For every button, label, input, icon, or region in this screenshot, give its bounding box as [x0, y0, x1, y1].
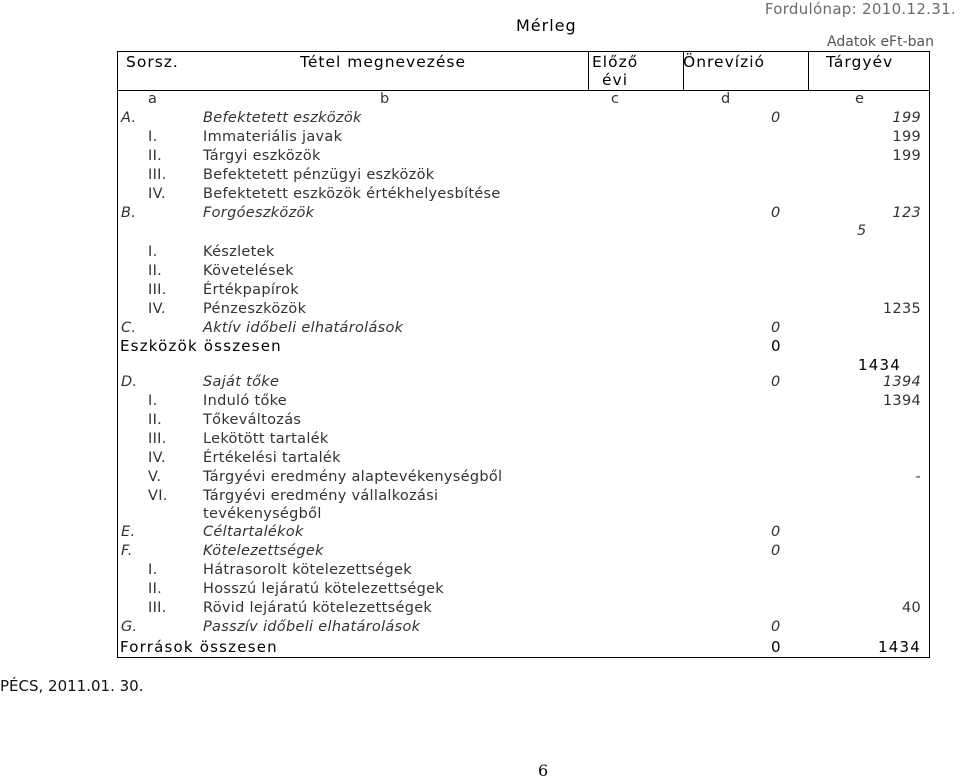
row-name: Pénzeszközök [203, 301, 307, 317]
table-row [118, 186, 929, 205]
row-sorsz: II. [148, 148, 163, 164]
row-curr-value: 1434 [878, 638, 921, 656]
row-name: Befektetett eszközök értékhelyesbítése [203, 186, 501, 202]
row-name: Tárgyévi eredmény vállalkozási [203, 488, 439, 504]
row-name: Hátrasorolt kötelezettségek [203, 562, 412, 578]
header-divider [588, 52, 589, 90]
row-name: Saját tőke [203, 374, 280, 390]
table-row [118, 619, 929, 638]
row-curr-value: 1394 [882, 374, 921, 390]
place-date: PÉCS, 2011.01. 30. [0, 677, 144, 695]
row-sorsz: I. [148, 244, 158, 260]
table-row [118, 488, 929, 524]
column-header-onreviz: Önrevízió [683, 53, 765, 71]
row-sorsz: I. [148, 393, 158, 409]
row-curr-value: 40 [901, 600, 921, 616]
row-curr-value: 199 [892, 148, 921, 164]
table-row [118, 110, 929, 129]
table-row [118, 301, 929, 320]
row-curr-value: 199 [892, 129, 921, 145]
row-name-continued: tevékenységből [203, 506, 322, 522]
row-name: Rövid lejáratú kötelezettségek [203, 600, 433, 616]
table-row [118, 431, 929, 450]
row-letter-d: d [721, 91, 731, 107]
row-name: Tárgyévi eredmény alaptevékenységből [203, 469, 503, 485]
row-name: Értékelési tartalék [203, 450, 341, 466]
row-sorsz: IV. [148, 450, 166, 466]
row-curr-value: 1235 [882, 301, 921, 317]
row-curr-value-wrap: 5 [857, 223, 867, 239]
table-row [118, 337, 929, 374]
row-name: Befektetett eszközök [203, 110, 362, 126]
row-curr-value: 199 [892, 110, 921, 126]
row-sorsz: II. [148, 412, 163, 428]
table-row [118, 450, 929, 469]
row-sorsz: VI. [148, 488, 168, 504]
table-row [118, 543, 929, 562]
row-prev-value: 0 [771, 374, 781, 390]
row-name: Követelések [203, 263, 294, 279]
row-name: Hosszú lejáratú kötelezettségek [203, 581, 444, 597]
row-name: Készletek [203, 244, 275, 260]
row-sorsz: A. [121, 110, 137, 126]
row-name: Immateriális javak [203, 129, 343, 145]
row-letter-a: a [148, 91, 158, 107]
row-name: Tőkeváltozás [203, 412, 302, 428]
row-sorsz: III. [148, 431, 167, 447]
table-row [118, 374, 929, 393]
column-header-tetel: Tétel megnevezése [300, 53, 467, 71]
row-prev-value: 0 [771, 205, 781, 221]
row-name: Kötelezettségek [203, 543, 324, 559]
table-row [118, 129, 929, 148]
row-name: Induló tőke [203, 393, 288, 409]
row-name: Tárgyi eszközök [203, 148, 321, 164]
row-name: Céltartalékok [203, 524, 304, 540]
row-name: Passzív időbeli elhatárolások [203, 619, 421, 635]
row-name: Forgóeszközök [203, 205, 315, 221]
row-curr-total: 1434 [858, 356, 901, 374]
row-prev-value: 0 [771, 110, 781, 126]
row-sorsz: III. [148, 282, 167, 298]
row-sorsz: IV. [148, 301, 166, 317]
table-row [118, 524, 929, 543]
column-header-elozo: Előző [592, 53, 639, 71]
row-name: Befektetett pénzügyi eszközök [203, 167, 435, 183]
row-prev-value: 0 [771, 638, 782, 656]
header-divider [808, 52, 809, 90]
table-row [118, 562, 929, 581]
row-prev-value: 0 [771, 619, 781, 635]
row-sorsz: I. [148, 562, 158, 578]
row-prev-value: 0 [771, 543, 781, 559]
row-letter-b: b [380, 91, 390, 107]
row-sorsz: III. [148, 167, 167, 183]
table-row [118, 600, 929, 619]
row-curr-value: 1394 [882, 393, 921, 409]
table-row [118, 205, 929, 244]
row-name: Aktív időbeli elhatárolások [203, 320, 404, 336]
unit-note: Adatok eFt-ban [827, 34, 934, 50]
column-header-elozo-evi: évi [602, 71, 629, 89]
row-sorsz: I. [148, 129, 158, 145]
row-name: Értékpapírok [203, 282, 299, 298]
table-row [118, 167, 929, 186]
fordulonap-date: Fordulónap: 2010.12.31. [764, 0, 956, 18]
row-prev-value: 0 [771, 524, 781, 540]
row-prev-value: 0 [771, 337, 782, 355]
row-sorsz: II. [148, 581, 163, 597]
page-number: 6 [538, 761, 549, 780]
row-sorsz: V. [148, 469, 162, 485]
column-header-targyev: Tárgyév [826, 53, 894, 71]
table-row [118, 263, 929, 282]
row-sorsz: B. [121, 205, 137, 221]
table-row [118, 638, 929, 657]
row-sorsz: C. [121, 320, 137, 336]
table-row [118, 393, 929, 412]
column-header-sorsz: Sorsz. [126, 53, 179, 71]
row-letter-c: c [611, 91, 620, 107]
row-sorsz: G. [121, 619, 138, 635]
table-row [118, 469, 929, 488]
row-sorsz: III. [148, 600, 167, 616]
table-row [118, 581, 929, 600]
row-sorsz: D. [121, 374, 138, 390]
row-prev-value: 0 [771, 320, 781, 336]
document-title: Mérleg [516, 16, 577, 35]
row-name: Eszközök összesen [120, 337, 282, 355]
row-sorsz: II. [148, 263, 163, 279]
table-row [118, 148, 929, 167]
table-row [118, 244, 929, 263]
row-name: Források összesen [120, 638, 278, 656]
row-sorsz: E. [121, 524, 136, 540]
row-sorsz: IV. [148, 186, 166, 202]
row-curr-value: 123 [892, 205, 921, 221]
balance-sheet-table [117, 51, 930, 658]
row-sorsz: F. [121, 543, 133, 559]
table-row [118, 91, 929, 110]
table-row [118, 412, 929, 431]
row-curr-value: - [915, 469, 921, 485]
row-letter-e: e [855, 91, 865, 107]
row-name: Lekötött tartalék [203, 431, 329, 447]
table-row [118, 282, 929, 301]
